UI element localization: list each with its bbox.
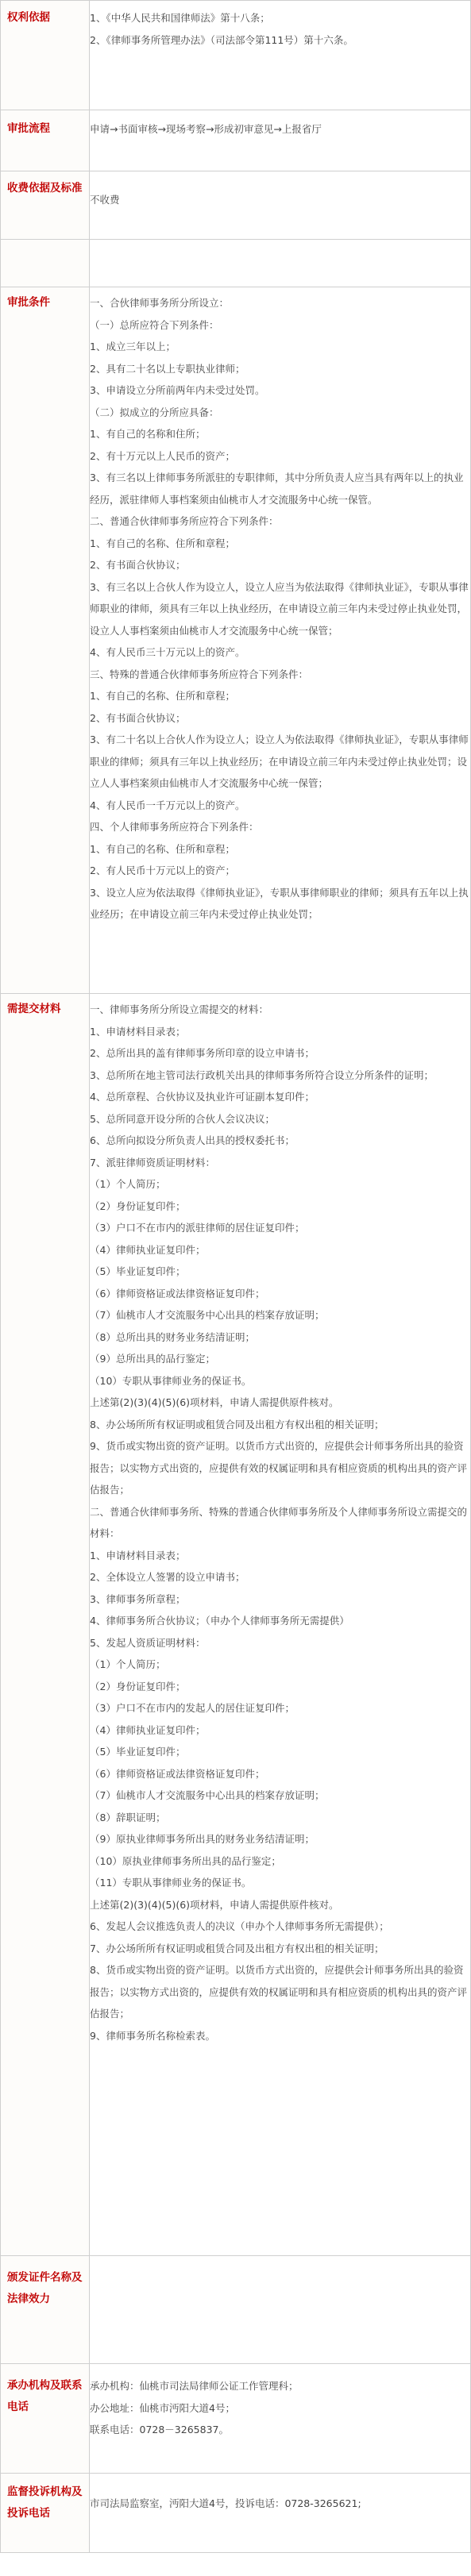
label-cell [1, 110, 90, 171]
content-line: （1）个人简历； [90, 1658, 166, 1670]
content-line: 2、有书面合伙协议； [90, 711, 186, 724]
row-complaint-agency [1, 2474, 471, 2553]
content-line: 办公地址：仙桃市沔阳大道4号； [90, 2401, 235, 2414]
label-cell [1, 2474, 90, 2553]
content-line: 一、合伙律师事务所分所设立： [90, 297, 230, 309]
content-line: 联系电话：0728－3265837。 [90, 2424, 229, 2435]
content-line: 3、设立人应为依法取得《律师执业证》，专职从事律师职业的律师；须具有五年以上执业经历；在申请设立前三年内未受过停止执业处罚； [90, 886, 469, 920]
content-line: 1、有自己的名称和住所； [90, 428, 206, 440]
row-legal-basis [1, 1, 471, 110]
row-label: 审批流程 [7, 122, 50, 135]
row-label: 审批条件 [7, 296, 50, 309]
content-line: 一、律师事务所分所设立需提交的材料： [90, 1003, 269, 1015]
content-line: （8）总所出具的财务业务结清证明； [90, 1330, 255, 1343]
content-line: （6）律师资格证或法律资格证复印件； [90, 1287, 265, 1300]
content-line: 4、律师事务所合伙协议；（申办个人律师事务所无需提供） [90, 1615, 349, 1627]
content-line: （二）拟成立的分所应具备： [90, 406, 219, 418]
content-line: 2、有人民币十万元以上的资产； [90, 864, 235, 876]
content-line: （一）总所应符合下列条件： [90, 318, 219, 331]
content-line: （2）身份证复印件； [90, 1199, 186, 1212]
content-line: 7、派驻律师资质证明材料： [90, 1156, 215, 1169]
content-line: （9）总所出具的品行鉴定； [90, 1353, 215, 1365]
content-line: 市司法局监察室，沔阳大道4号，投诉电话：0728-3265621; [90, 2497, 361, 2509]
content-line: （4）律师执业证复印件； [90, 1723, 206, 1736]
row-label: 承办机构及联系电话 [7, 2379, 83, 2413]
content-cell [90, 240, 471, 287]
content-line: 4、总所章程、合伙协议及执业许可证副本复印件； [90, 1091, 315, 1103]
content-line: 2、全体设立人签署的设立申请书； [90, 1571, 245, 1583]
content-line: 1、申请材料目录表； [90, 1025, 186, 1038]
content-line: （10）专职从事律师业务的保证书。 [90, 1374, 252, 1387]
content-line: 3、申请设立分所前两年内未受过处罚。 [90, 384, 265, 396]
content-line: 二、普通合伙律师事务所应符合下列条件： [90, 515, 279, 527]
label-cell [1, 1, 90, 110]
content-line: （8）辞职证明； [90, 1811, 166, 1823]
label-cell [1, 171, 90, 240]
content-line: 3、律师事务所章程； [90, 1592, 186, 1605]
content-line: （11）专职从事律师业务的保证书。 [90, 1877, 252, 1889]
row-label: 监督投诉机构及投诉电话 [7, 2486, 83, 2520]
row-required-materials [1, 994, 471, 2256]
label-cell [1, 287, 90, 994]
content-line: 4、有人民币三十万元以上的资产。 [90, 646, 245, 658]
row-label: 需提交材料 [7, 1003, 61, 1015]
content-line: 三、特殊的普通合伙律师事务所应符合下列条件： [90, 668, 309, 680]
content-line: 1、申请材料目录表； [90, 1549, 186, 1561]
content-line: 3、总所所在地主管司法行政机关出具的律师事务所符合设立分所条件的证明； [90, 1069, 434, 1081]
label-cell [1, 240, 90, 287]
content-line: （9）原执业律师事务所出具的财务业务结清证明； [90, 1833, 315, 1845]
row-empty [1, 240, 471, 287]
content-line: （3）户口不在市内的发起人的居住证复印件； [90, 1702, 295, 1714]
content-line: 6、发起人会议推选负责人的决议（申办个人律师事务所无需提供）； [90, 1920, 389, 1932]
content-line: 8、办公场所所有权证明或租赁合同及出租方有权出租的相关证明； [90, 1418, 384, 1430]
row-certificate [1, 2256, 471, 2364]
content-cell [90, 287, 471, 994]
content-line: 2、有十万元以上人民币的资产； [90, 449, 235, 462]
content-line: 3、有二十名以上合伙人作为设立人；设立人为依法取得《律师执业证》，专职从事律师职业的律师；须具有三年以上执业经历；在申请设立前三年内未受过停止执业处罚；设立人人事档案须由仙桃市人才交流服务中心统一保管； [90, 734, 469, 789]
content-line: 3、有三名以上律师事务所派驻的专职律师，其中分所负责人应当具有两年以上的执业经历，派驻律师人事档案须由仙桃市人才交流服务中心统一保管。 [90, 472, 464, 506]
content-line: 9、货币或实物出资的资产证明。以货币方式出资的，应提供会计师事务所出具的验资报告；以实物方式出资的，应提供有效的权属证明和具有相应资质的机构出具的资产评估报告； [90, 1440, 468, 1496]
content-line: 3、有三名以上合伙人作为设立人，设立人应当为依法取得《律师执业证》，专职从事律师职业的律师，须具有三年以上执业经历，在申请设立前三年内未受过停止执业处罚，设立人人事档案须由仙桃市人才交流服务中心统一保管； [90, 580, 469, 637]
label-cell [1, 2364, 90, 2474]
content-line: 1、《中华人民共和国律师法》第十八条； [90, 12, 270, 24]
content-line: 1、成立三年以上； [90, 341, 176, 352]
content-line: 2、《律师事务所管理办法》（司法部令第111号）第十六条。 [90, 33, 353, 46]
content-line: （6）律师资格证或法律资格证复印件； [90, 1767, 265, 1780]
content-cell [90, 2364, 471, 2474]
content-line: 上述第(2)(3)(4)(5)(6)项材料，申请人需提供原件核对。 [90, 1396, 339, 1408]
content-line: （4）律师执业证复印件； [90, 1243, 206, 1256]
content-line: 7、办公场所所有权证明或租赁合同及出租方有权出租的相关证明； [90, 1942, 384, 1954]
row-label: 权利依据 [7, 11, 50, 24]
content-line: （5）毕业证复印件； [90, 1265, 186, 1277]
row-fee-basis [1, 171, 471, 240]
content-line: 2、有书面合伙协议； [90, 559, 186, 571]
content-cell [90, 1, 471, 110]
content-line: （5）毕业证复印件； [90, 1746, 186, 1758]
content-line: （3）户口不在市内的派驻律师的居住证复印件； [90, 1222, 305, 1234]
content-line: 申请→书面审核→现场考察→形成初审意见→上报省厅 [90, 123, 322, 135]
content-cell [90, 994, 471, 2256]
content-line: （7）仙桃市人才交流服务中心出具的档案存放证明； [90, 1789, 325, 1801]
content-cell [90, 110, 471, 171]
content-line: 2、总所出具的盖有律师事务所印章的设立申请书； [90, 1047, 315, 1059]
row-label: 颁发证件名称及法律效力 [7, 2271, 83, 2305]
content-line: 6、总所向拟设分所负责人出具的授权委托书； [90, 1134, 295, 1146]
content-line: 5、发起人资质证明材料： [90, 1636, 206, 1649]
content-line: 二、普通合伙律师事务所、特殊的普通合伙律师事务所及个人律师事务所设立需提交的材料： [90, 1505, 468, 1539]
label-cell [1, 2256, 90, 2364]
content-line: （2）身份证复印件； [90, 1680, 186, 1692]
content-line: （1）个人简历； [90, 1178, 166, 1190]
content-line: 8、货币或实物出资的资产证明。以货币方式出资的，应提供会计师事务所出具的验资报告；以实物方式出资的，应提供有效的权属证明和具有相应资质的机构出具的资产评估报告； [90, 1964, 468, 2020]
content-line: （7）仙桃市人才交流服务中心出具的档案存放证明； [90, 1309, 325, 1321]
content-line: 4、有人民币一千万元以上的资产。 [90, 799, 245, 811]
content-cell [90, 2256, 471, 2364]
content-line: 上述第(2)(3)(4)(5)(6)项材料，申请人需提供原件核对。 [90, 1898, 339, 1911]
row-approval-conditions [1, 287, 471, 994]
row-handling-agency [1, 2364, 471, 2474]
label-cell [1, 994, 90, 2256]
content-line: 2、具有二十名以上专职执业律师； [90, 362, 245, 375]
row-approval-process [1, 110, 471, 171]
content-line: 四、个人律师事务所应符合下列条件： [90, 821, 259, 833]
content-line: 1、有自己的名称、住所和章程； [90, 690, 235, 702]
content-line: （10）原执业律师事务所出具的品行鉴定； [90, 1854, 281, 1867]
row-label: 收费依据及标准 [7, 182, 83, 194]
content-cell [90, 171, 471, 240]
content-line: 1、有自己的名称、住所和章程； [90, 537, 235, 549]
content-line: 不收费 [90, 194, 120, 206]
content-line: 承办机构：仙桃市司法局律师公证工作管理科； [90, 2380, 299, 2392]
content-cell [90, 2474, 471, 2553]
content-line: 9、律师事务所名称检索表。 [90, 2029, 215, 2042]
content-line: 5、总所同意开设分所的合伙人会议决议； [90, 1112, 275, 1125]
content-line: 1、有自己的名称、住所和章程； [90, 842, 235, 855]
